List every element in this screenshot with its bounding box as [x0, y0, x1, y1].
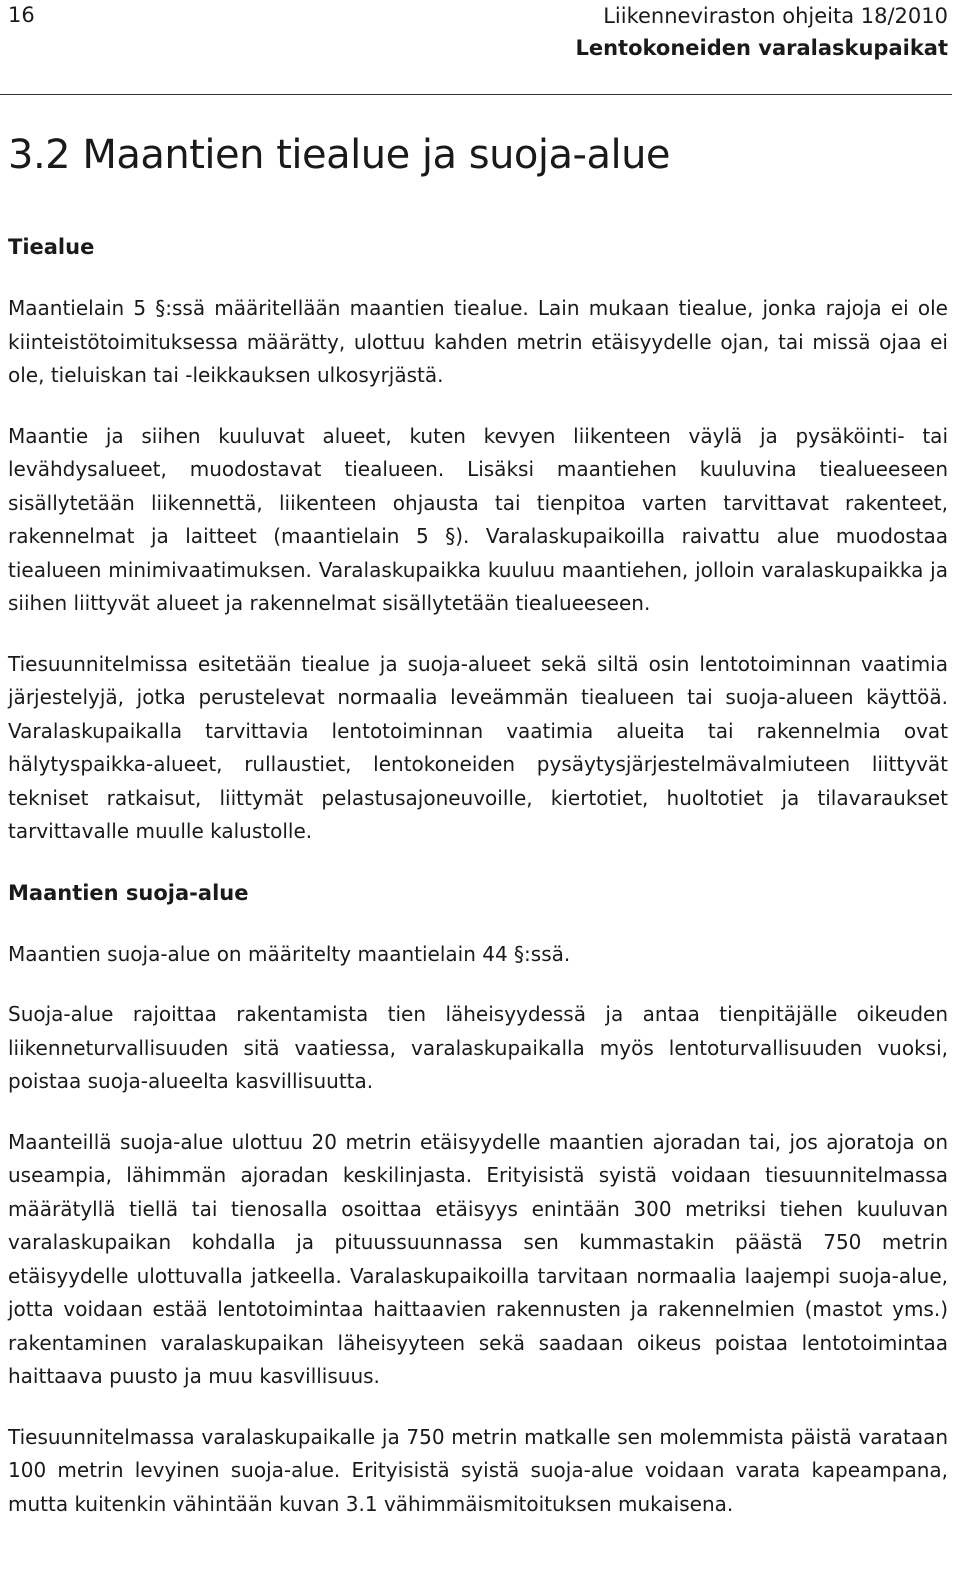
- paragraph: Maanteillä suoja-alue ulottuu 20 metrin etäisyydelle maantien ajoradan tai, jos ajoratoja on useampia, lähimmän ajoradan keskilinjasta. Erityisistä syistä voidaan tiesuunnitelmassa määrätyllä tiellä tai tienosalla osoittaa etäisyys enintään 300 metriksi tiehen kuuluvan varalaskupaikan kohdalla ja pituussuunnassa sen kummastakin päästä 750 metrin etäisyydelle ulottuvalla jatkeella. Varalaskupaikoilla tarvitaan normaalia laajempi suoja-alue, jotta voidaan estää lentotoimintaa haittaavien rakennusten ja rakennelmien (mastot yms.) rakentaminen varalaskupaikan läheisyyteen sekä saadaan oikeus poistaa lentotoimintaa haittaava puusto ja muu kasvillisuus.: [8, 1129, 948, 1388]
- page-number: 16: [8, 3, 35, 27]
- paragraph: Maantielain 5 §:ssä määritellään maantien tiealue. Lain mukaan tiealue, jonka rajoja ei ole kiinteistötoimituksessa määrätty, ulottuu kahden metrin etäisyydelle ojan, tai missä ojaa ei ole, tieluiskan tai -leikkauksen ulkosyrjästä.: [8, 296, 948, 387]
- publication-series: Liikenneviraston ohjeita 18/2010: [603, 4, 948, 28]
- paragraph: Maantien suoja-alue on määritelty maantielain 44 §:ssä.: [8, 941, 571, 966]
- running-header: [575, 0, 948, 64]
- subheading-tiealue: Tiealue: [8, 235, 95, 259]
- page-body: [8, 124, 948, 1521]
- subheading-suoja-alue: Maantien suoja-alue: [8, 880, 249, 905]
- header-divider: [0, 94, 952, 95]
- paragraph: Tiesuunnitelmissa esitetään tiealue ja suoja-alueet sekä siltä osin lentotoiminnan vaatimia järjestelyjä, jotka perustelevat normaalia leveämmän tiealueen tai suoja-alueen käyttöä. Varalaskupaikalla tarvittavia lentotoiminnan vaatimia alueita tai rakennelmia ovat hälytyspaikka-alueet, rullaustiet, lentokoneiden pysäytysjärjestelmävalmiuteen liittyvät tekniset ratkaisut, liittymät pelastusajoneuvoille, kiertotiet, huoltotiet ja tilavaraukset tarvittavalle muulle kalustolle.: [8, 651, 948, 843]
- paragraph: Suoja-alue rajoittaa rakentamista tien läheisyydessä ja antaa tienpitäjälle oikeuden liikenneturvallisuuden sitä vaatiessa, varalaskupaikalla myös lentoturvallisuuden vuoksi, poistaa suoja-alueelta kasvillisuutta.: [8, 1002, 948, 1093]
- paragraph: Maantie ja siihen kuuluvat alueet, kuten kevyen liikenteen väylä ja pysäköinti- tai levähdysalueet, muodostavat tiealueen. Lisäksi maantiehen kuuluvina tiealueeseen sisällytetään liikennettä, liikenteen ohjausta tai tienpitoa varten tarvittavat rakenteet, rakennelmat ja laitteet (maantielain 5 §). Varalaskupaikoilla raivattu alue muodostaa tiealueen minimivaatimuksen. Varalaskupaikka kuuluu maantiehen, jolloin varalaskupaikka ja siihen liittyvät alueet ja rakennelmat sisällytetään tiealueeseen.: [8, 423, 948, 615]
- document-title: Lentokoneiden varalaskupaikat: [575, 36, 948, 60]
- paragraph: Tiesuunnitelmassa varalaskupaikalle ja 750 metrin matkalle sen molemmista päistä varataan 100 metrin levyinen suoja-alue. Erityisistä syistä suoja-alue voidaan varata kapeampana, mutta kuitenkin vähintään kuvan 3.1 vähimmäismitoituksen mukaisena.: [8, 1424, 948, 1516]
- section-title: 3.2 Maantien tiealue ja suoja-alue: [8, 132, 671, 178]
